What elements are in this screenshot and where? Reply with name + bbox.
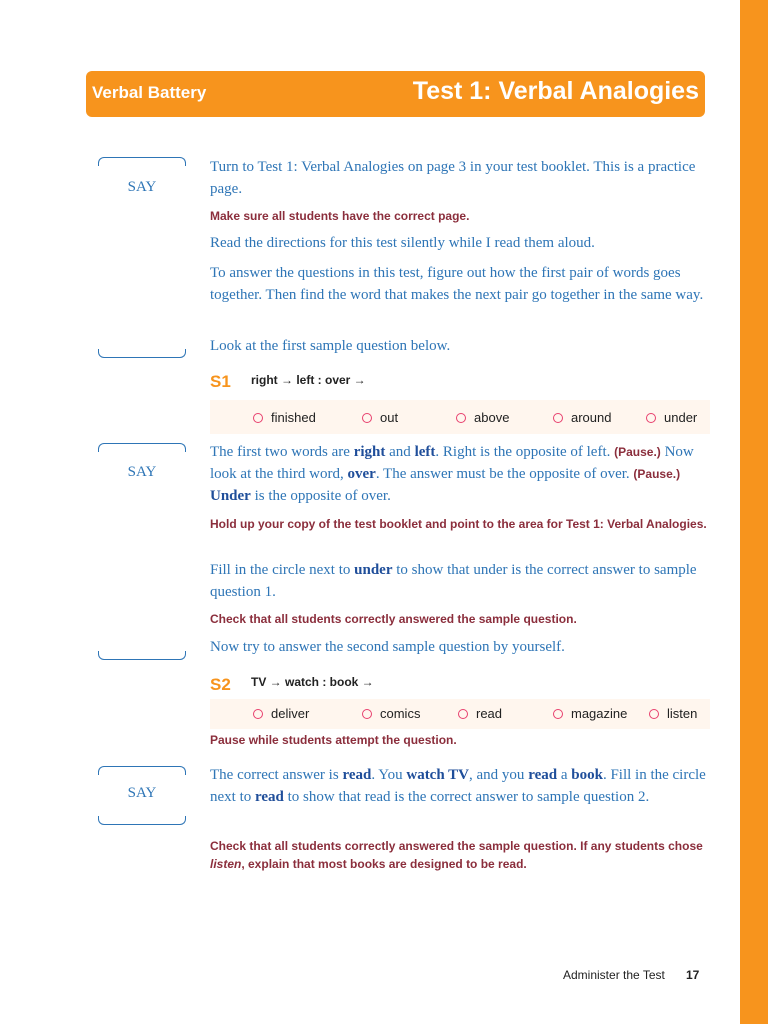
sample-1-option-4[interactable]: around	[553, 410, 611, 425]
say-bracket-bottom	[98, 349, 186, 358]
say-paragraph-8: The correct answer is read. You watch TV, and you read a book. Fill in the circle next to read to show that read is the correct answer to sample question 2.	[210, 767, 706, 805]
teacher-note-5: Check that all students correctly answered the sample question. If any students chose listen, explain that most books are designed to be read.	[210, 839, 703, 871]
sample-2-option-5[interactable]: listen	[649, 706, 697, 721]
teacher-note-3: Check that all students correctly answered the sample question.	[210, 612, 577, 626]
answer-circle-icon[interactable]	[253, 413, 263, 423]
teacher-note-1: Make sure all students have the correct page.	[210, 209, 470, 223]
answer-circle-icon[interactable]	[553, 413, 563, 423]
say-paragraph-5: The first two words are right and left. Right is the opposite of left. (Pause.) Now look at the third word, over. The answer must be the opposite of over. (Pause.) Under is the opposite of over.	[210, 444, 694, 504]
sample-1-option-3[interactable]: above	[456, 410, 509, 425]
say-paragraph-4: Look at the first sample question below.	[210, 338, 451, 354]
say-box-2	[98, 443, 186, 661]
sample-2-option-3[interactable]: read	[458, 706, 502, 721]
say-box-1	[98, 157, 186, 359]
footer-section-label: Administer the Test	[563, 968, 665, 982]
pause-cue: (Pause.)	[614, 445, 661, 459]
sample-2-option-1[interactable]: deliver	[253, 706, 309, 721]
answer-circle-icon[interactable]	[253, 709, 263, 719]
say-bracket-bottom	[98, 816, 186, 825]
say-paragraph-6: Fill in the circle next to under to show that under is the correct answer to sample question 1.	[210, 562, 697, 600]
teacher-note-4: Pause while students attempt the question.	[210, 733, 457, 747]
answer-circle-icon[interactable]	[646, 413, 656, 423]
pause-cue: (Pause.)	[633, 467, 681, 481]
say-label: SAY	[127, 179, 157, 195]
answer-circle-icon[interactable]	[458, 709, 468, 719]
header-bar	[86, 71, 705, 117]
sample-2-label: S2	[210, 675, 231, 694]
page-title: Test 1: Verbal Analogies	[412, 77, 699, 105]
say-label: SAY	[127, 785, 157, 801]
sample-2-option-4[interactable]: magazine	[553, 706, 627, 721]
sample-2-option-2[interactable]: comics	[362, 706, 420, 721]
say-label: SAY	[127, 464, 157, 480]
sample-1-option-5[interactable]: under	[646, 410, 697, 425]
sample-1-prompt: right → left : over →	[251, 373, 366, 387]
say-bracket-top	[98, 157, 186, 166]
answer-circle-icon[interactable]	[362, 413, 372, 423]
say-paragraph-1: Turn to Test 1: Verbal Analogies on page 3 in your test booklet. This is a practice page.	[210, 159, 696, 197]
sample-1-option-2[interactable]: out	[362, 410, 398, 425]
answer-circle-icon[interactable]	[362, 709, 372, 719]
say-box-3	[98, 766, 186, 826]
teacher-note-2: Hold up your copy of the test booklet and point to the area for Test 1: Verbal Analogies.	[210, 517, 707, 531]
say-paragraph-7: Now try to answer the second sample question by yourself.	[210, 639, 565, 655]
page-number: 17	[686, 968, 700, 982]
answer-circle-icon[interactable]	[649, 709, 659, 719]
side-edge-strip	[740, 0, 768, 1024]
say-paragraph-2: Read the directions for this test silently while I read them aloud.	[210, 235, 595, 251]
answer-circle-icon[interactable]	[456, 413, 466, 423]
answer-circle-icon[interactable]	[553, 709, 563, 719]
say-bracket-bottom	[98, 651, 186, 660]
say-bracket-top	[98, 443, 186, 452]
sample-1-option-1[interactable]: finished	[253, 410, 316, 425]
say-bracket-top	[98, 766, 186, 775]
sample-2-prompt: TV → watch : book →	[251, 675, 374, 689]
say-paragraph-3: To answer the questions in this test, figure out how the first pair of words goes together. Then find the word that makes the next pair go together in the same way.	[210, 265, 704, 303]
sample-1-label: S1	[210, 372, 231, 391]
section-name: Verbal Battery	[92, 83, 207, 102]
